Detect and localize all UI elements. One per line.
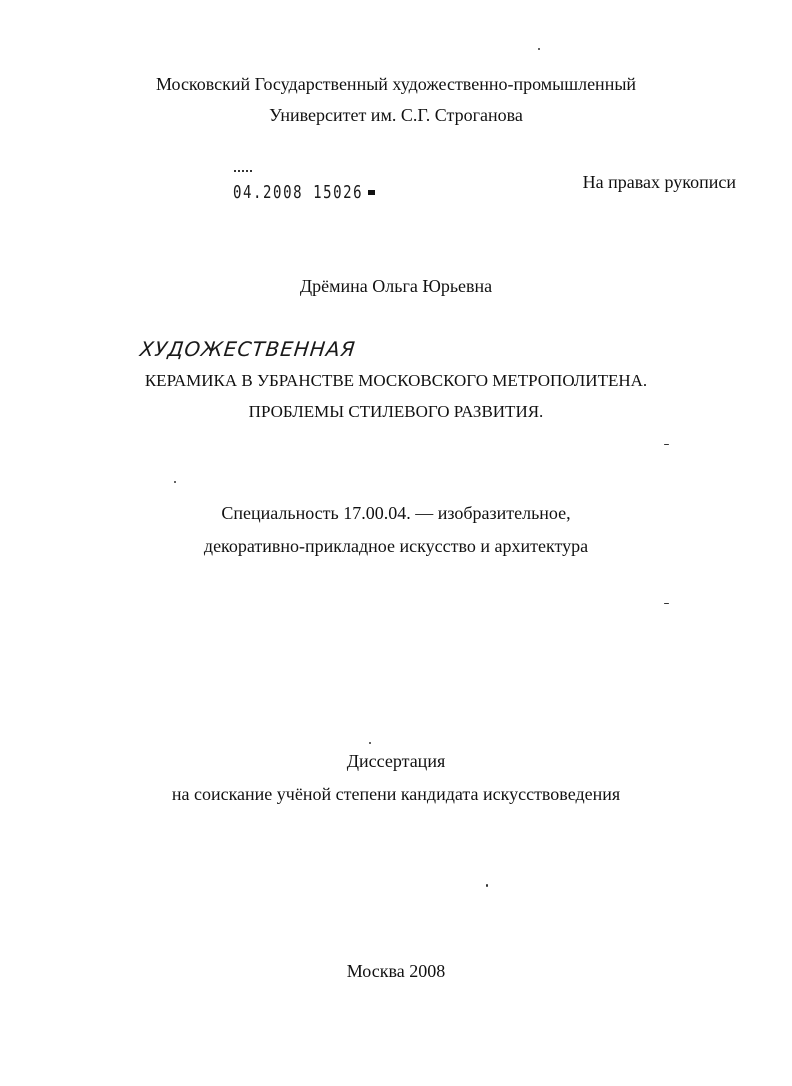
specialty-line-1: Специальность 17.00.04. — изобразительное, — [221, 503, 571, 523]
dissertation-purpose: на соискание учёной степени кандидата искусствоведения — [171, 784, 621, 804]
stamp-dots — [234, 170, 252, 176]
scan-speck — [369, 742, 371, 744]
scan-speck — [664, 603, 669, 604]
scan-speck — [486, 884, 488, 887]
library-stamp-number: 04.2008 15026 — [233, 182, 364, 203]
scan-speck — [664, 444, 669, 445]
scan-speck — [174, 481, 176, 483]
stamp-mark — [368, 190, 375, 195]
author-name: Дрёмина Ольга Юрьевна — [299, 276, 493, 296]
title-line-2: ПРОБЛЕМЫ СТИЛЕВОГО РАЗВИТИЯ. — [248, 402, 544, 421]
title-line-1: КЕРАМИКА В УБРАНСТВЕ МОСКОВСКОГО МЕТРОПОЛИТЕНА. — [144, 371, 648, 390]
university-name-line-2: Университет им. С.Г. Строганова — [269, 105, 523, 125]
specialty-line-2: декоративно-прикладное искусство и архитектура — [203, 536, 589, 556]
city-year: Москва 2008 — [346, 961, 446, 981]
handwritten-title-prefix: ХУДОЖЕСТВЕННАЯ — [138, 337, 357, 361]
university-name-line-1: Московский Государственный художественно-промышленный — [155, 74, 637, 94]
dissertation-label: Диссертация — [346, 751, 446, 771]
scan-speck — [538, 48, 540, 50]
rights-notice: На правах рукописи — [582, 172, 736, 192]
